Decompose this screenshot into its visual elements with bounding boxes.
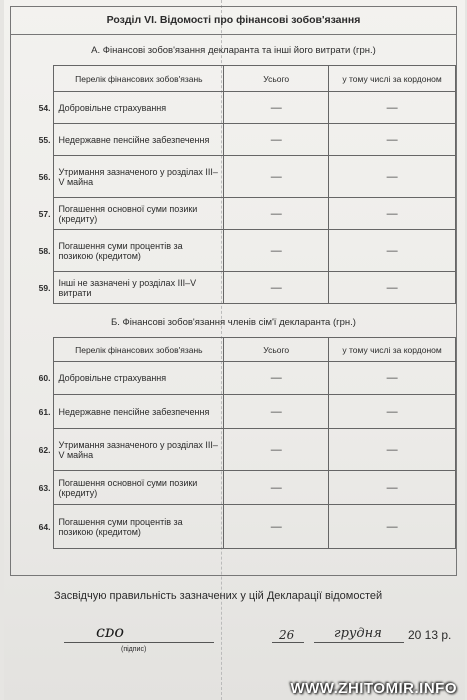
row-number: 58. [11, 230, 54, 272]
date-day: 26 [279, 628, 295, 642]
signature-line [64, 642, 214, 643]
row-total: — [224, 156, 329, 198]
table-row [11, 272, 456, 304]
row-label: Погашення основної суми позики (кредиту) [54, 198, 224, 230]
row-label: Утримання зазначеного у розділах III–V майна [54, 156, 224, 198]
row-abroad: — [329, 124, 456, 156]
table-row [11, 124, 456, 156]
date-day-line [272, 642, 304, 643]
row-abroad: — [329, 156, 456, 198]
row-abroad: — [329, 272, 456, 304]
row-abroad: — [329, 395, 456, 429]
row-total: — [224, 272, 329, 304]
row-total: — [224, 92, 329, 124]
table-row [11, 505, 456, 549]
row-total: — [224, 124, 329, 156]
date-month: грудня [334, 626, 382, 641]
table-row [11, 230, 456, 272]
row-number: 59. [11, 272, 54, 304]
row-abroad: — [329, 362, 456, 395]
row-number: 63. [11, 471, 54, 505]
row-number: 55. [11, 124, 54, 156]
row-abroad: — [329, 429, 456, 471]
handwritten-signature: ᴄᴅᴏ [96, 622, 124, 641]
table-b-header-abroad: у тому числі за кордоном [329, 338, 456, 362]
table-b-title: Б. Фінансові зобов'язання членів сім'ї декларанта (грн.) [111, 317, 356, 328]
table-a-header-list: Перелік фінансових зобов'язань [54, 66, 224, 92]
table-row [11, 395, 456, 429]
row-label: Утримання зазначеного у розділах III–V майна [54, 429, 224, 471]
section-title: Розділ VI. Відомості про фінансові зобов'язання [11, 7, 456, 35]
table-row [11, 429, 456, 471]
row-label: Погашення суми процентів за позикою (кредитом) [54, 230, 224, 272]
watermark-logo: WWW.ZHITOMIR.INFO [290, 680, 457, 697]
row-total: — [224, 230, 329, 272]
row-abroad: — [329, 92, 456, 124]
row-abroad: — [329, 198, 456, 230]
row-total: — [224, 471, 329, 505]
row-total: — [224, 395, 329, 429]
table-b [11, 337, 456, 549]
row-total: — [224, 198, 329, 230]
table-b-header-list: Перелік фінансових зобов'язань [54, 338, 224, 362]
table-row [11, 198, 456, 230]
table-row [11, 362, 456, 395]
table-b-header-total: Усього [224, 338, 329, 362]
table-a-header-total: Усього [224, 66, 329, 92]
row-label: Недержавне пенсійне забезпечення [54, 395, 224, 429]
row-abroad: — [329, 505, 456, 549]
declaration-page [4, 0, 465, 700]
date-year: 20 13 р. [408, 628, 452, 642]
row-label: Добровільне страхування [54, 362, 224, 395]
row-abroad: — [329, 471, 456, 505]
row-number: 60. [11, 362, 54, 395]
table-row [11, 156, 456, 198]
row-label: Погашення суми процентів за позикою (кредитом) [54, 505, 224, 549]
table-row [11, 92, 456, 124]
row-abroad: — [329, 230, 456, 272]
row-number: 64. [11, 505, 54, 549]
row-total: — [224, 362, 329, 395]
row-total: — [224, 429, 329, 471]
table-a-header-abroad: у тому числі за кордоном [329, 66, 456, 92]
row-label: Погашення основної суми позики (кредиту) [54, 471, 224, 505]
date-month-line [314, 642, 404, 643]
table-a-title: А. Фінансові зобов'язання декларанта та інші його витрати (грн.) [91, 45, 376, 56]
signature-label: (підпис) [121, 646, 147, 653]
row-number: 62. [11, 429, 54, 471]
row-label: Добровільне страхування [54, 92, 224, 124]
table-a [11, 65, 456, 304]
row-number: 56. [11, 156, 54, 198]
row-number: 57. [11, 198, 54, 230]
row-number: 61. [11, 395, 54, 429]
section-frame [10, 6, 457, 576]
row-label: Недержавне пенсійне забезпечення [54, 124, 224, 156]
table-row [11, 471, 456, 505]
row-number: 54. [11, 92, 54, 124]
row-label: Інші не зазначені у розділах III–V витрати [54, 272, 224, 304]
certification-text: Засвідчую правильність зазначених у цій Декларації відомостей [54, 590, 383, 602]
row-total: — [224, 505, 329, 549]
